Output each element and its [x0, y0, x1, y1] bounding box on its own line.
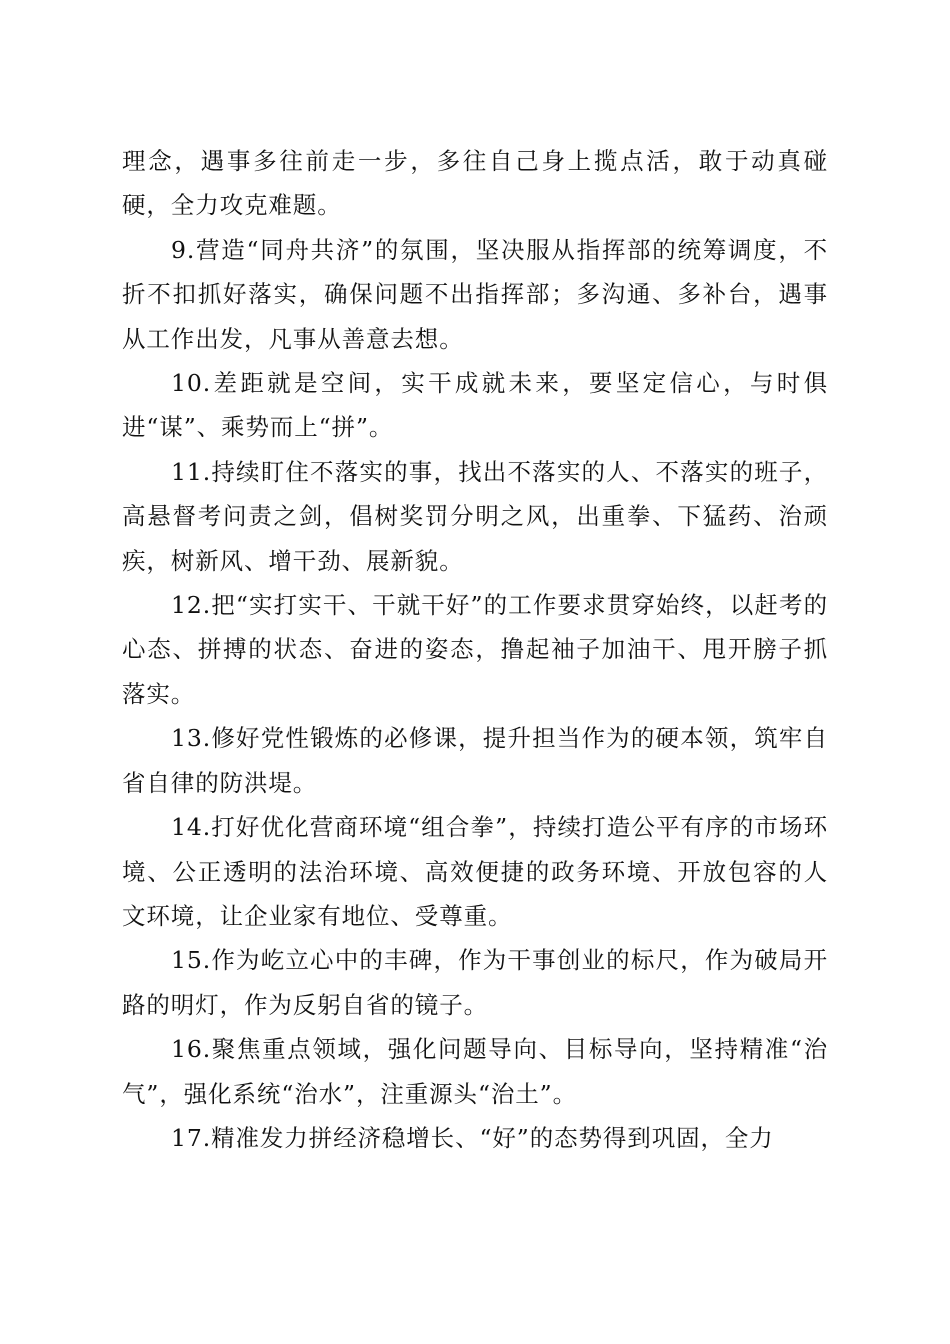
- document-body: [122, 139, 828, 1160]
- paragraph-item-12: 12.把“实打实干、干就干好”的工作要求贯穿始终，以赶考的心态、拼搏的状态、奋进的姿态，撸起袖子加油干、甩开膀子抓落实。: [122, 591, 828, 708]
- paragraph-item-13: 13.修好党性锻炼的必修课，提升担当作为的硬本领，筑牢自省自律的防洪堤。: [122, 724, 828, 797]
- paragraph-item-16: 16.聚焦重点领域，强化问题导向、目标导向，坚持精准“治气”，强化系统“治水”，注重源头“治土”。: [122, 1035, 828, 1108]
- paragraph-item-15: 15.作为屹立心中的丰碑，作为干事创业的标尺，作为破局开路的明灯，作为反躬自省的镜子。: [122, 946, 828, 1019]
- paragraph-continued: 理念，遇事多往前走一步，多往自己身上揽点活，敢于动真碰硬，全力攻克难题。: [122, 147, 828, 220]
- paragraph-item-17: 17.精准发力拼经济稳增长、“好”的态势得到巩固，全力: [171, 1123, 774, 1152]
- paragraph-item-9: 9.营造“同舟共济”的氛围，坚决服从指挥部的统筹调度，不折不扣抓好落实，确保问题不出指挥部；多沟通、多补台，遇事从工作出发，凡事从善意去想。: [122, 235, 828, 353]
- paragraph-item-10: 10.差距就是空间，实干成就未来，要坚定信心，与时俱进“谋”、乘势而上“拼”。: [122, 369, 828, 442]
- paragraph-item-14: 14.打好优化营商环境“组合拳”，持续打造公平有序的市场环境、公正透明的法治环境、高效便捷的政务环境、开放包容的人文环境，让企业家有地位、受尊重。: [122, 813, 828, 930]
- paragraph-item-11: 11.持续盯住不落实的事，找出不落实的人、不落实的班子，高悬督考问责之剑，倡树奖罚分明之风，出重拳、下猛药、治顽疾，树新风、增干劲、展新貌。: [122, 457, 828, 575]
